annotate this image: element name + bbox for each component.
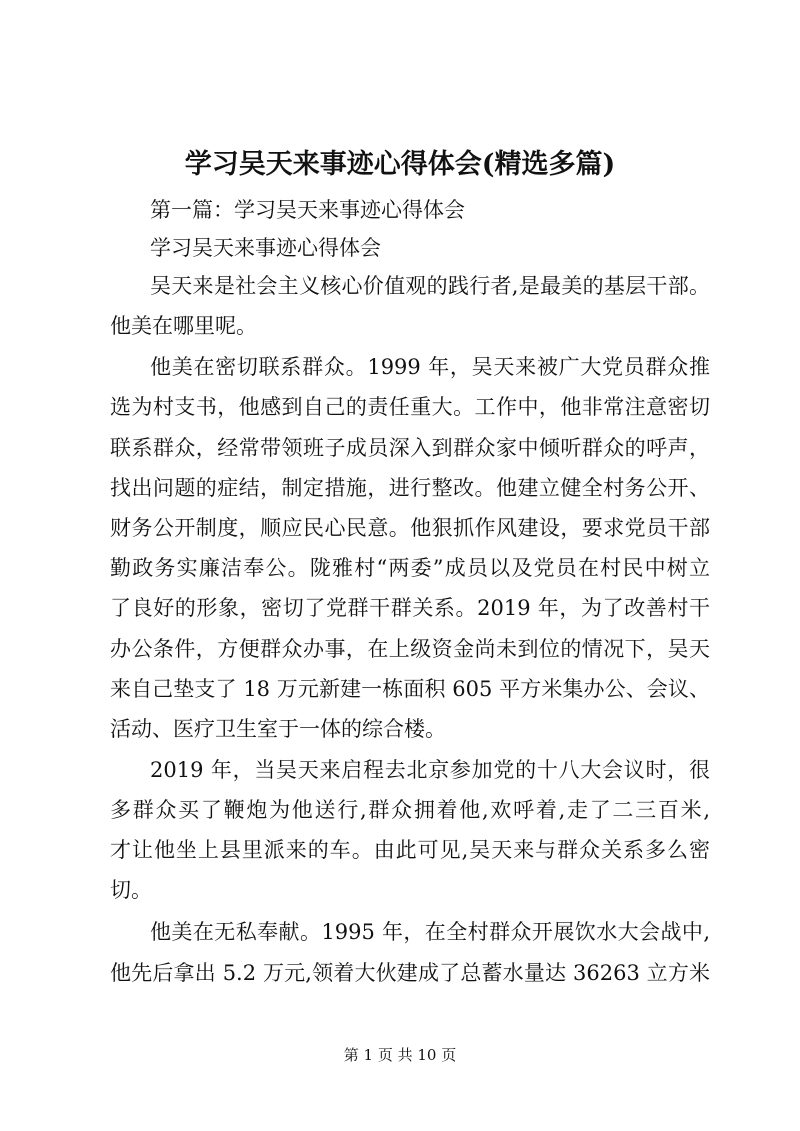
paragraph-line: 勤政务实廉洁奉公。陇雅村“两委”成员以及党员在村民中树立 xyxy=(110,556,710,580)
paragraph-line: 才让他坐上县里派来的车。由此可见,吴天来与群众关系多么密 xyxy=(110,838,710,862)
paragraph-line: 找出问题的症结，制定措施，进行整改。他建立健全村务公开、 xyxy=(110,476,710,500)
paragraph-line: 2019 年，当吴天来启程去北京参加党的十八大会议时，很 xyxy=(150,758,710,782)
sub-heading: 学习吴天来事迹心得体会 xyxy=(150,236,381,260)
paragraph-line: 切。 xyxy=(110,878,152,902)
paragraph-line: 财务公开制度，顺应民心民意。他狠抓作风建设，要求党员干部 xyxy=(110,516,710,540)
paragraph-line: 吴天来是社会主义核心价值观的践行者,是最美的基层干部。 xyxy=(150,274,710,298)
paragraph-line: 选为村支书，他感到自己的责任重大。工作中，他非常注意密切 xyxy=(110,395,710,419)
document-title: 学习吴天来事迹心得体会(精选多篇) xyxy=(184,149,616,180)
section-heading: 第一篇：学习吴天来事迹心得体会 xyxy=(150,198,465,222)
paragraph-line: 他美在密切联系群众。1999 年，吴天来被广大党员群众推 xyxy=(150,355,710,379)
paragraph-line: 办公条件，方便群众办事，在上级资金尚未到位的情况下，吴天 xyxy=(110,637,710,661)
paragraph-line: 多群众买了鞭炮为他送行,群众拥着他,欢呼着,走了二三百米, xyxy=(110,798,710,822)
paragraph-line: 他美在哪里呢。 xyxy=(110,314,257,338)
paragraph-line: 了良好的形象，密切了党群干群关系。2019 年，为了改善村干 xyxy=(110,596,710,620)
page-number: 第 1 页 共 10 页 xyxy=(343,1046,457,1064)
paragraph-line: 活动、医疗卫生室于一体的综合楼。 xyxy=(110,717,446,741)
paragraph-line: 他美在无私奉献。1995 年，在全村群众开展饮水大会战中, xyxy=(150,920,710,944)
paragraph-line: 来自己垫支了 18 万元新建一栋面积 605 平方米集办公、会议、 xyxy=(110,677,710,701)
paragraph-line: 他先后拿出 5.2 万元,领着大伙建成了总蓄水量达 36263 立方米 xyxy=(110,961,710,985)
paragraph-line: 联系群众，经常带领班子成员深入到群众家中倾听群众的呼声， xyxy=(110,436,710,460)
